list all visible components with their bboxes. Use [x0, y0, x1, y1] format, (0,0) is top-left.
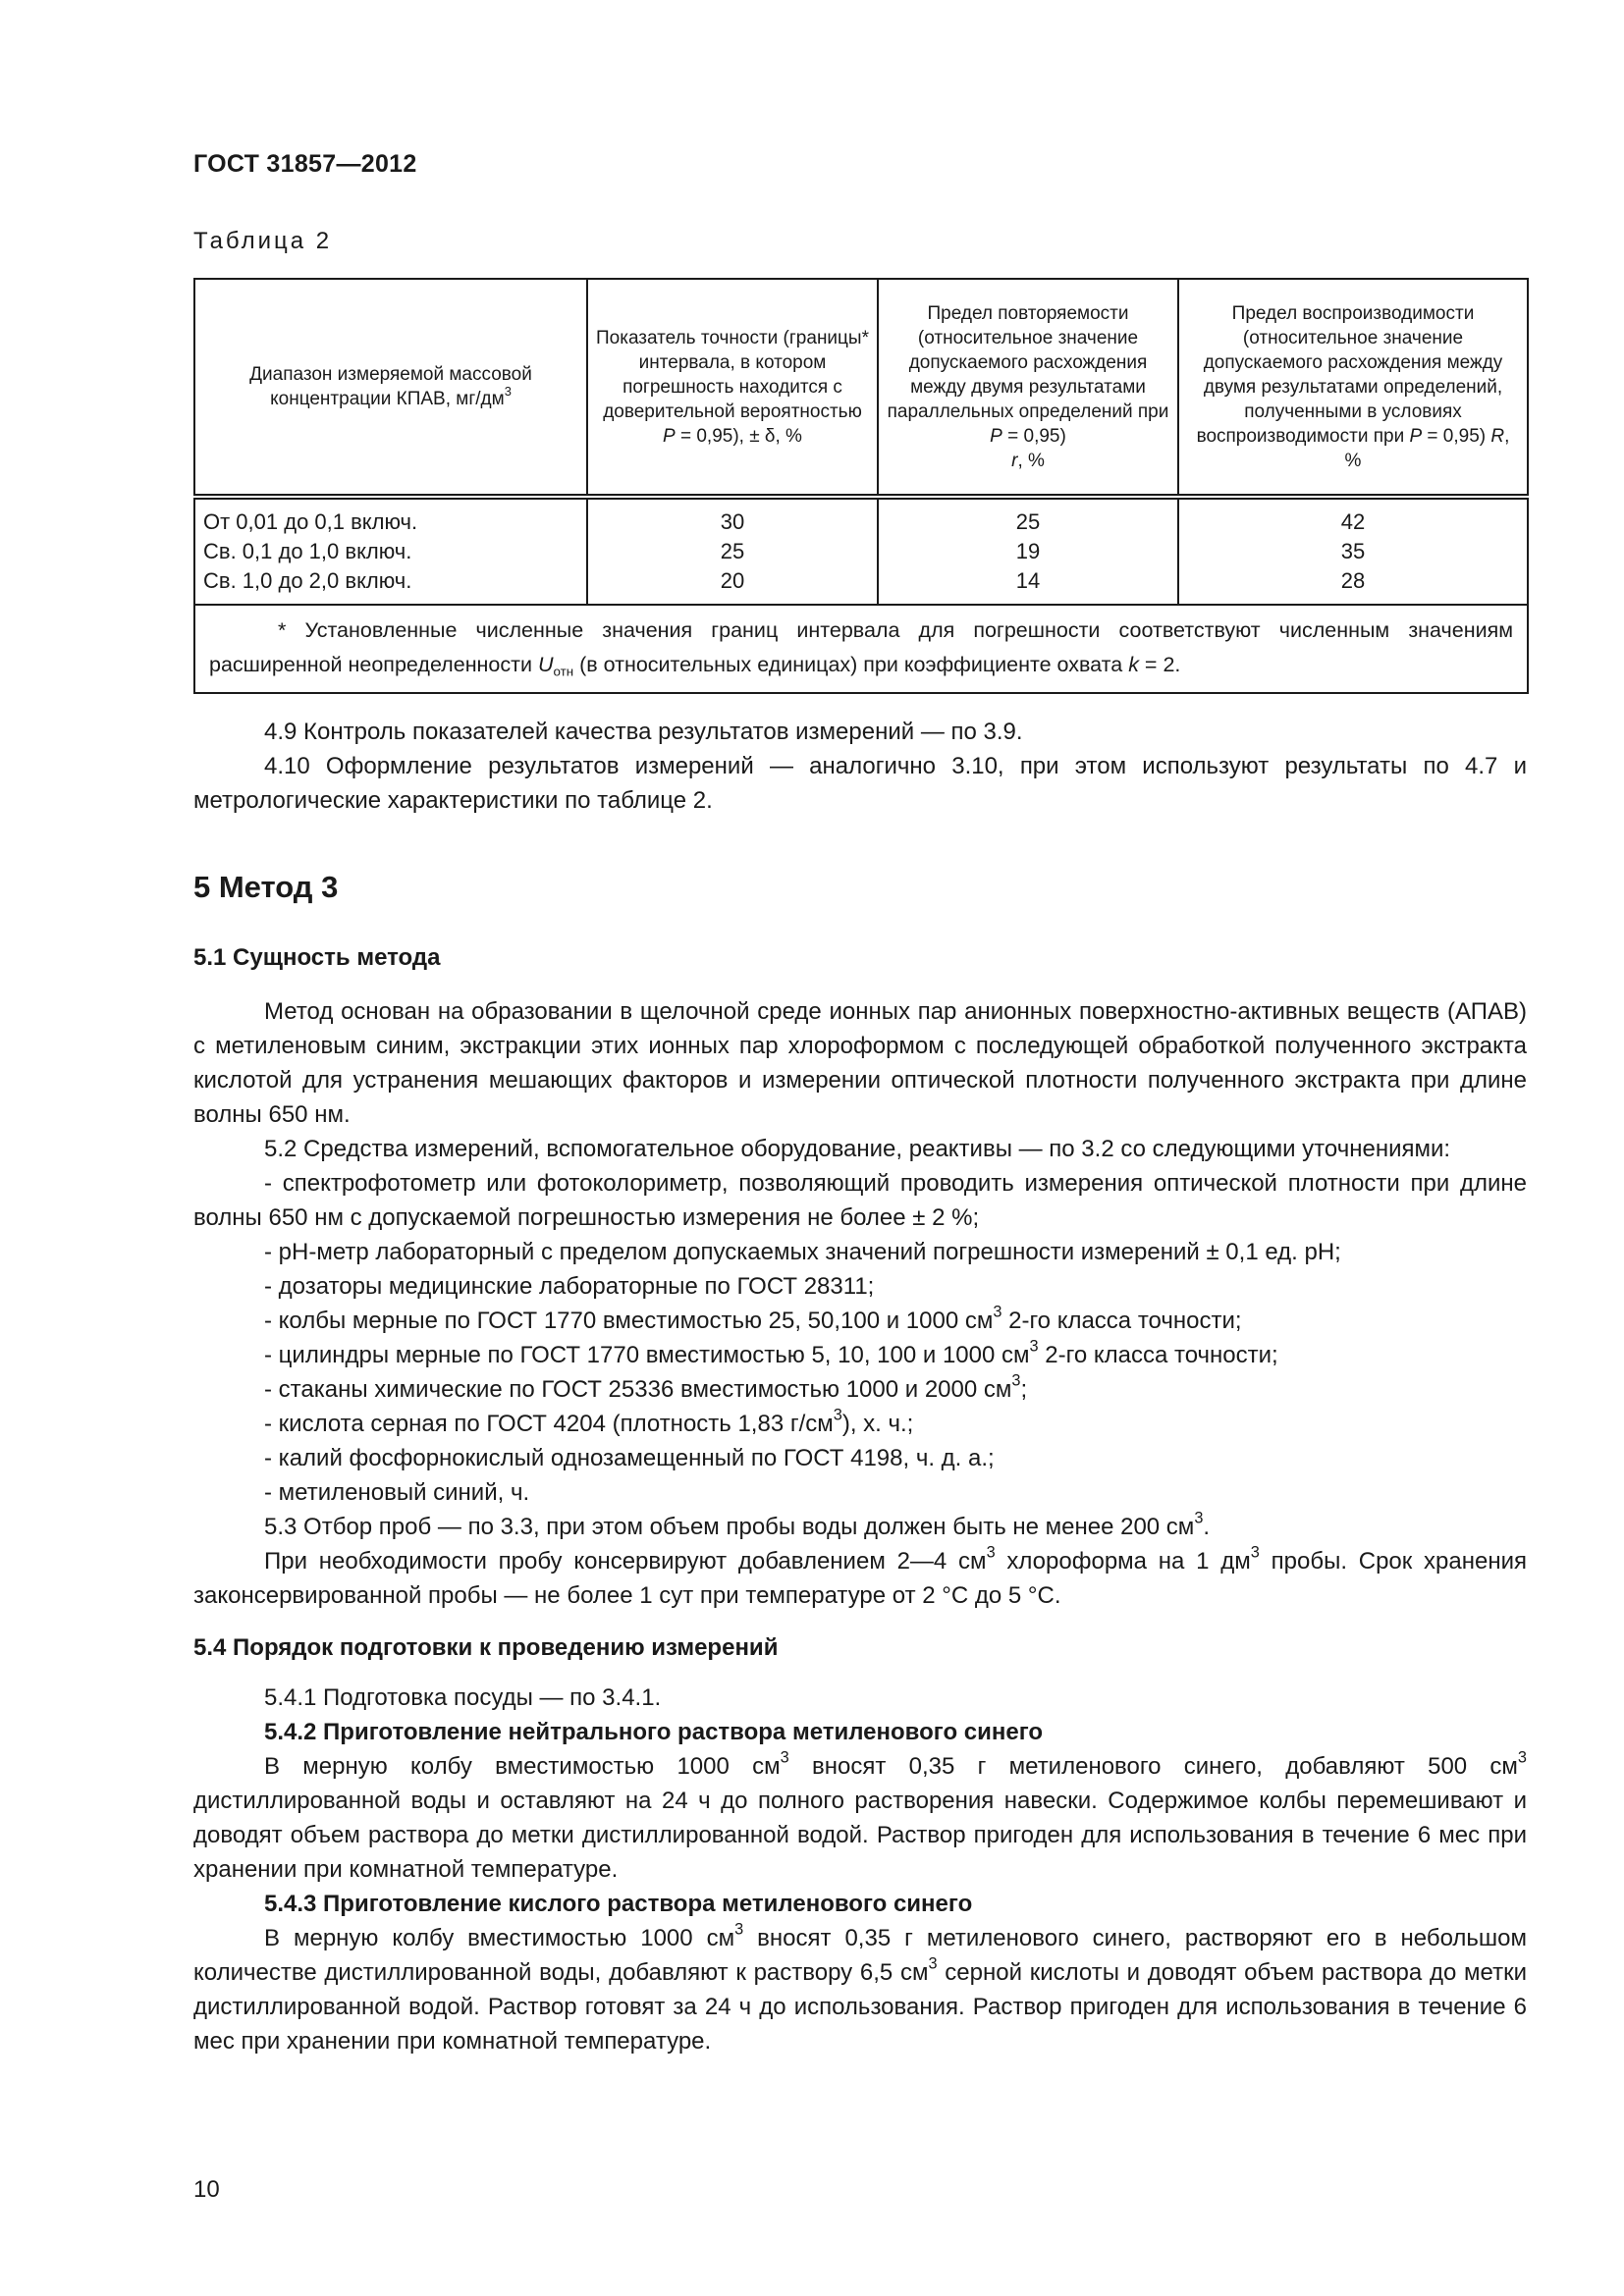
paragraph-5-2: 5.2 Средства измерений, вспомогательное оборудование, реактивы — по 3.2 со следующими уточнениями: [264, 1136, 1451, 1162]
data-table [193, 278, 1529, 694]
paragraph-4-9: 4.9 Контроль показателей качества результатов измерений — по 3.9. [264, 719, 1023, 745]
section-4-text [193, 715, 1527, 818]
list-item: - pH-метр лабораторный с пределом допускаемых значений погрешности измерений ± 0,1 ед. pH; [264, 1239, 1341, 1265]
list-item: - спектрофотометр или фотоколориметр, позволяющий проводить измерения оптической плотности при длине волны 650 нм с допускаемой погрешностью измерения не более ± 2 %; [193, 1170, 1527, 1231]
table-row [194, 537, 1528, 566]
subsection-heading: 5.1 Сущность метода [193, 944, 441, 971]
table-caption: Таблица 2 [193, 228, 333, 254]
header-range: Диапазон измеряемой массовой концентрации КПАВ, $мг/дм^3$ [194, 279, 587, 497]
cell-range: Св. 1,0 до 2,0 включ. [194, 566, 587, 605]
header-accuracy: Показатель точности (границы* интервала, в котором погрешность находится с доверительной вероятностью P = 0,95), ± δ, % [587, 279, 878, 497]
subsection-heading: 5.4.2 Приготовление нейтрального раствора метиленового синего [264, 1719, 1044, 1745]
table-header-row [194, 279, 1528, 497]
table-row [194, 497, 1528, 537]
list-item: - дозаторы медицинские лабораторные по ГОСТ 28311; [264, 1273, 875, 1300]
cell-repeatability: 25 [878, 497, 1178, 537]
cell-reproducibility: 42 [1178, 497, 1528, 537]
cell-repeatability: 14 [878, 566, 1178, 605]
subsection-heading: 5.4.3 Приготовление кислого раствора метиленового синего [264, 1891, 973, 1917]
document-header: ГОСТ 31857—2012 [193, 150, 417, 178]
cell-accuracy: 20 [587, 566, 878, 605]
cell-range: От 0,01 до 0,1 включ. [194, 497, 587, 537]
cell-reproducibility: 28 [1178, 566, 1528, 605]
paragraph-5-4-2: В мерную колбу вместимостью 1000 $см^3$ вносят 0,35 г метиленового синего, добавляют 500 $см^3$ дистиллированной воды и оставляют на 24 ч до полного растворения навески. Содержимое колбы перемешивают и доводят объем раствора до метки дистиллированной водой. Раствор пригоден для использования в течение 6 мес при хранении при комнатной температуре. [193, 1748, 1527, 1883]
list-item: - кислота серная по ГОСТ 4204 (плотность 1,83 $г/см^3$), х. ч.; [264, 1406, 914, 1437]
paragraph-5-4-3: В мерную колбу вместимостью 1000 $см^3$ вносят 0,35 г метиленового синего, растворяют его в небольшом количестве дистиллированной воды, добавляют к раствору 6,5 $см^3$ серной кислоты и доводят объем раствора до метки дистиллированной водой. Раствор готовят за 24 ч до использования. Раствор пригоден для использования в течение 6 мес при хранении при комнатной температуре. [193, 1920, 1528, 2055]
list-item: - метиленовый синий, ч. [264, 1479, 530, 1506]
paragraph-5-3-storage: При необходимости пробу консервируют добавлением 2—4 $см^3$ хлороформа на 1 $дм^3$ пробы. Срок хранения законсервированной пробы — не более 1 сут при температуре от 2 °С до 5 °С. [193, 1543, 1528, 1609]
cell-accuracy: 25 [587, 537, 878, 566]
table-footnote-row [194, 605, 1528, 693]
cell-range: Св. 0,1 до 1,0 включ. [194, 537, 587, 566]
table-footnote: * Установленные численные значения границ интервала для погрешности соответствуют численным значениям расширенной неопределенности $U_{отн}$ (в относительных единицах) при коэффициенте охвата k = 2. [194, 605, 1528, 693]
header-repeatability: Предел повторяемости (относительное значение допускаемого расхождения между двумя результатами параллельных определений при P = 0,95) r, % [878, 279, 1178, 497]
paragraph-5-4-1: 5.4.1 Подготовка посуды — по 3.4.1. [264, 1684, 662, 1711]
list-item: - стаканы химические по ГОСТ 25336 вместимостью 1000 и 2000 $см^3$; [264, 1371, 1028, 1403]
paragraph-5-1: Метод основан на образовании в щелочной среде ионных пар анионных поверхностно-активных веществ (АПАВ) с метиленовым синим, экстракции этих ионных пар хлороформом с последующей обработкой полученного экстракта кислотой для устранения мешающих факторов и измерении оптической плотности полученного экстракта при длине волны 650 нм. [193, 998, 1527, 1128]
subsection-heading: 5.4 Порядок подготовки к проведению измерений [193, 1634, 779, 1661]
cell-repeatability: 19 [878, 537, 1178, 566]
section-5-heading [193, 870, 1527, 904]
cell-accuracy: 30 [587, 497, 878, 537]
paragraph-4-10: 4.10 Оформление результатов измерений — аналогично 3.10, при этом используют результаты по 4.7 и метрологические характеристики по таблице 2. [193, 753, 1527, 814]
header-reproducibility: Предел воспроизводимости (относительное значение допускаемого расхождения между двумя результатами определений, полученными в условиях воспроизводимости при P = 0,95) R, % [1178, 279, 1528, 497]
table-row [194, 566, 1528, 605]
cell-reproducibility: 35 [1178, 537, 1528, 566]
page-number: 10 [193, 2176, 220, 2203]
paragraph-5-3: 5.3 Отбор проб — по 3.3, при этом объем пробы воды должен быть не менее 200 $см^3$. [264, 1509, 1211, 1540]
section-5-text [193, 940, 1527, 2058]
list-item: - калий фосфорнокислый однозамещенный по ГОСТ 4198, ч. д. а.; [264, 1445, 995, 1471]
list-item: - цилиндры мерные по ГОСТ 1770 вместимостью 5, 10, 100 и 1000 $см^3$ 2-го класса точности; [264, 1337, 1278, 1368]
section-heading: 5 Метод 3 [193, 870, 339, 904]
list-item: - колбы мерные по ГОСТ 1770 вместимостью 25, 50,100 и 1000 $см^3$ 2-го класса точности; [264, 1303, 1242, 1334]
